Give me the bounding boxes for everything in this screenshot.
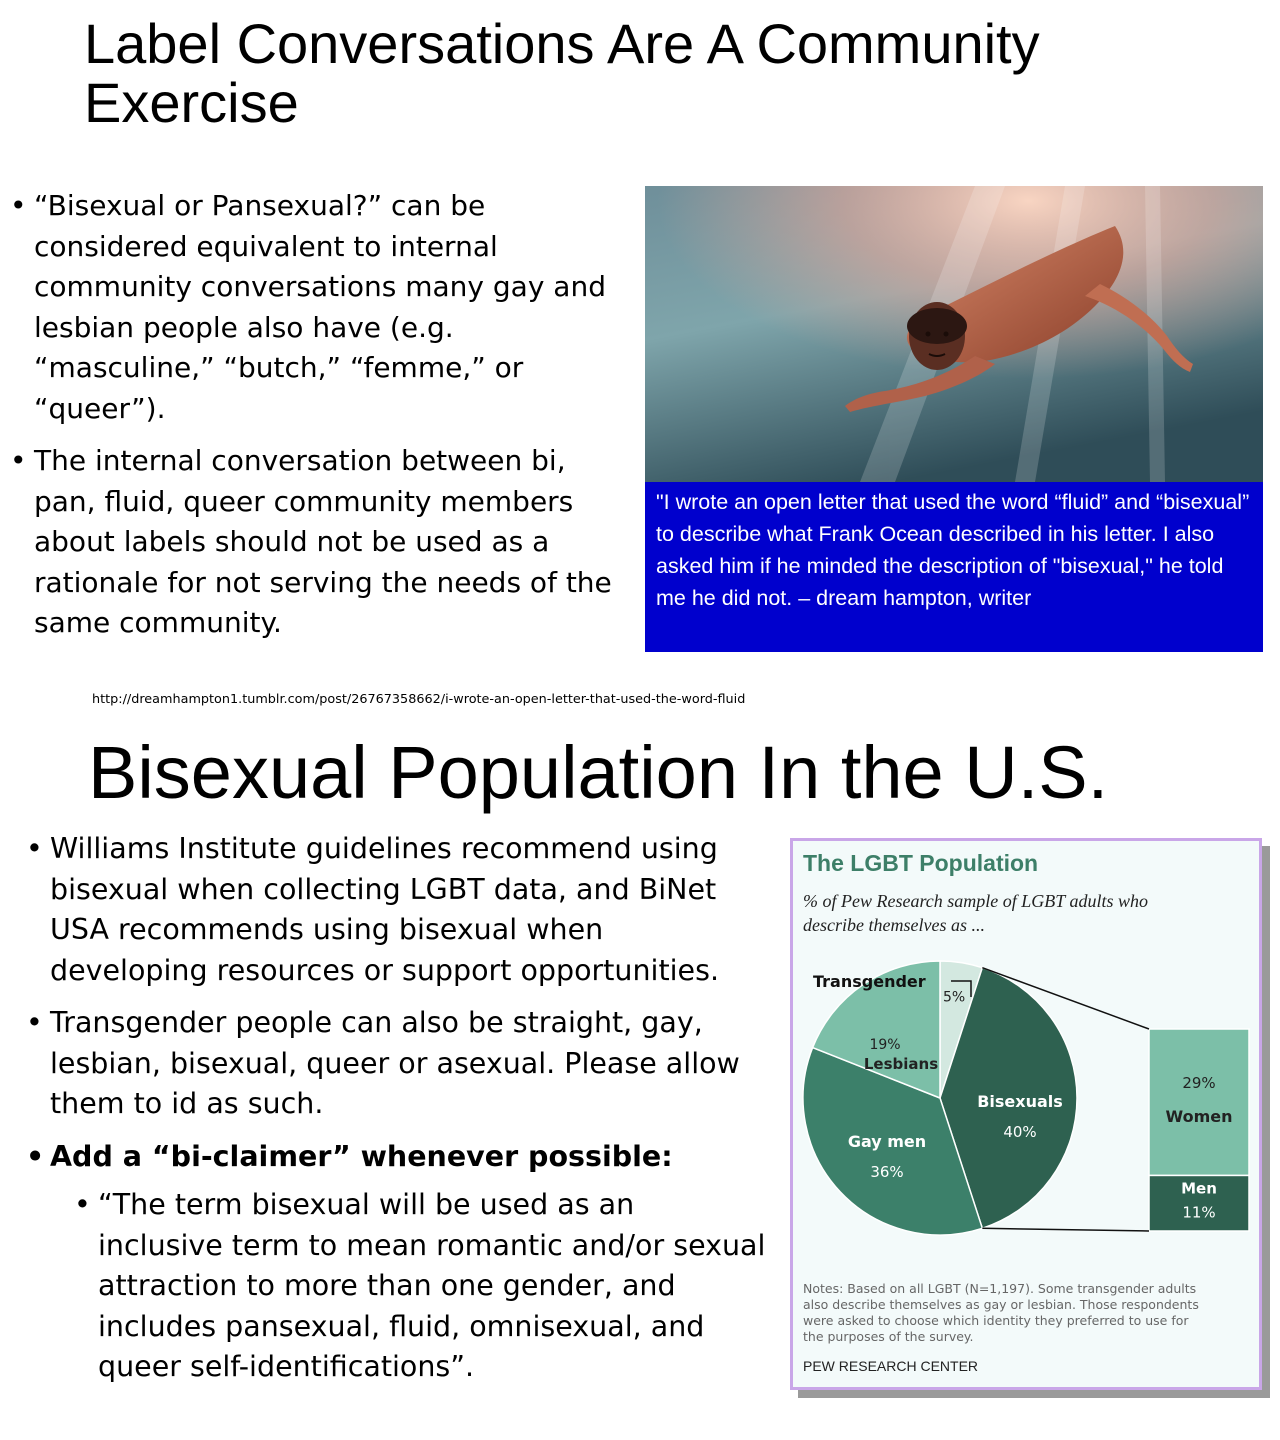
- slide1-bullet-list: [10, 186, 630, 656]
- breakdown-bar-women: [1149, 1029, 1249, 1175]
- text-line: describe themselves as ...: [803, 915, 985, 935]
- breakdown-value-label: 11%: [1182, 1203, 1216, 1222]
- connector-line: [982, 1228, 1149, 1231]
- slice-name-label: Lesbians: [863, 1055, 939, 1073]
- bi-claimer-heading: Add a “bi-claimer” whenever possible:: [50, 1139, 673, 1173]
- lgbt-population-chart: [790, 838, 1262, 1390]
- photo-caption: "I wrote an open letter that used the word “fluid” and “bisexual” to describe what Frank Ocean described in his letter. I also asked him if he minded the description of "bisexual," he told me he did not. – dream hampton, writer: [645, 482, 1263, 652]
- slide2-title: Bisexual Population In the U.S.: [88, 731, 1109, 814]
- source-link[interactable]: http://dreamhampton1.tumblr.com/post/26767358662/i-wrote-an-open-letter-that-used-the-word-fluid: [92, 692, 746, 707]
- text-line: % of Pew Research sample of LGBT adults who: [803, 891, 1148, 911]
- list-item-bold: [26, 1137, 766, 1388]
- text-line: Notes: Based on all LGBT (N=1,197). Some transgender adults: [803, 1281, 1197, 1296]
- chart-notes: [803, 1281, 1199, 1344]
- chart-notes-text: [803, 1281, 1199, 1344]
- slice-value-label: 40%: [1003, 1123, 1037, 1141]
- chart-subtitle: [803, 891, 1148, 935]
- breakdown-name-label: Men: [1181, 1179, 1217, 1198]
- slice-name-label: Gay men: [847, 1132, 927, 1151]
- text-line: were asked to choose which identity they preferred to use for: [803, 1313, 1189, 1328]
- breakdown-value-label: 29%: [1182, 1074, 1216, 1093]
- slice-value-label: 19%: [869, 1037, 901, 1053]
- chart-title: The LGBT Population: [803, 850, 1039, 876]
- slice-value-label: 36%: [870, 1163, 904, 1181]
- list-item: • Williams Institute guidelines recommend using bisexual when collecting LGBT data, and BiNet USA recommends using bisexual when developing resources or support opportunities.: [26, 829, 766, 991]
- sub-bullet-list: [50, 1185, 766, 1388]
- slice-name-label: Transgender: [813, 972, 926, 991]
- swimmer-photo: [645, 186, 1263, 482]
- slide1-title: Label Conversations Are A Community Exercise: [84, 12, 1040, 135]
- sub-list-item: • “The term bisexual will be used as an inclusive term to mean romantic and/or sexual attraction to more than one gender, and includes pansexual, fluid, omnisexual, and queer self-identifications”.: [74, 1185, 766, 1388]
- text-line: also describe themselves as gay or lesbian. Those respondents: [803, 1297, 1199, 1312]
- list-item: • The internal conversation between bi, pan, fluid, queer community members about labels should not be used as a rationale for not serving the needs of the same community.: [10, 441, 630, 644]
- slice-value-label: 5%: [942, 989, 966, 1006]
- slide2-bullet-list: [26, 829, 766, 1392]
- pie-chart-svg: [793, 841, 1259, 1387]
- underwater-swimmer-illustration: [645, 186, 1263, 482]
- pie-layer: [803, 961, 1249, 1235]
- chart-source: PEW RESEARCH CENTER: [803, 1358, 979, 1374]
- text-line: the purposes of the survey.: [803, 1329, 974, 1344]
- slice-name-label: Bisexuals: [977, 1092, 1063, 1111]
- breakdown-name-label: Women: [1165, 1107, 1233, 1127]
- list-item: • Transgender people can also be straight, gay, lesbian, bisexual, queer or asexual. Please allow them to id as such.: [26, 1003, 766, 1125]
- list-item: • “Bisexual or Pansexual?” can be considered equivalent to internal community conversations many gay and lesbian people also have (e.g. “masculine,” “butch,” “femme,” or “queer”).: [10, 186, 630, 429]
